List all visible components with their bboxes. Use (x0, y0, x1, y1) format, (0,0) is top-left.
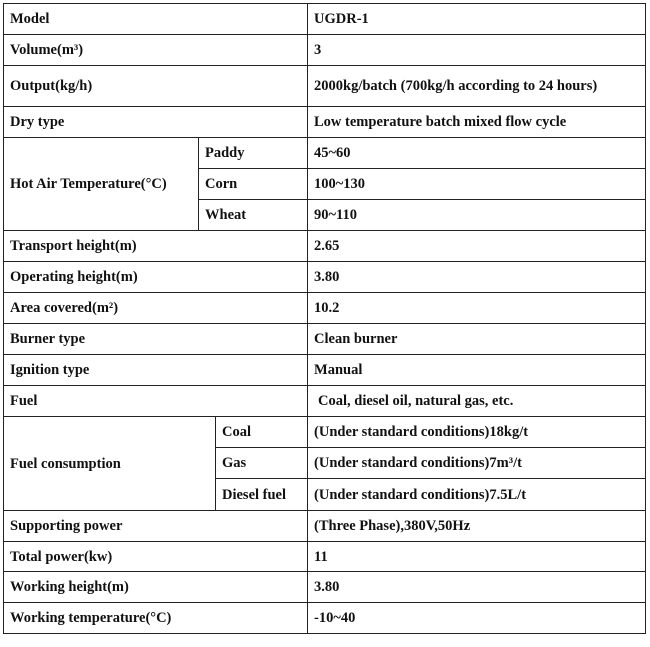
value-output: 2000kg/batch (700kg/h according to 24 hours) (308, 66, 646, 107)
value-dry-type: Low temperature batch mixed flow cycle (308, 107, 646, 138)
row-fuel (4, 386, 646, 417)
label-fuel: Fuel (4, 386, 308, 417)
value-operating-height: 3.80 (308, 262, 646, 293)
label-volume: Volume(m³) (4, 35, 308, 66)
label-model: Model (4, 4, 308, 35)
label-hot-air-temperature: Hot Air Temperature(°C) (4, 138, 199, 231)
spec-table-container (3, 3, 646, 634)
sub-label-diesel-fuel: Diesel fuel (216, 479, 308, 511)
sub-label-paddy: Paddy (199, 138, 308, 169)
value-diesel-fuel: (Under standard conditions)7.5L/t (308, 479, 646, 511)
sub-label-corn: Corn (199, 169, 308, 200)
row-output (4, 66, 646, 107)
label-fuel-consumption: Fuel consumption (4, 417, 216, 511)
label-transport-height: Transport height(m) (4, 231, 308, 262)
value-gas: (Under standard conditions)7m³/t (308, 448, 646, 479)
value-volume: 3 (308, 35, 646, 66)
value-transport-height: 2.65 (308, 231, 646, 262)
value-coal: (Under standard conditions)18kg/t (308, 417, 646, 448)
sub-label-wheat: Wheat (199, 200, 308, 231)
value-wheat: 90~110 (308, 200, 646, 231)
label-output: Output(kg/h) (4, 66, 308, 107)
label-working-height: Working height(m) (4, 572, 308, 603)
label-working-temperature: Working temperature(°C) (4, 603, 308, 634)
row-ignition-type (4, 355, 646, 386)
row-working-height (4, 572, 646, 603)
sub-label-gas: Gas (216, 448, 308, 479)
value-supporting-power: (Three Phase),380V,50Hz (308, 511, 646, 542)
sub-label-coal: Coal (216, 417, 308, 448)
row-working-temperature (4, 603, 646, 634)
value-burner-type: Clean burner (308, 324, 646, 355)
row-burner-type (4, 324, 646, 355)
row-dry-type (4, 107, 646, 138)
row-operating-height (4, 262, 646, 293)
row-fuel-coal (4, 417, 646, 448)
value-total-power: 11 (308, 542, 646, 572)
label-total-power: Total power(kw) (4, 542, 308, 572)
row-area-covered (4, 293, 646, 324)
row-volume (4, 35, 646, 66)
value-fuel: Coal, diesel oil, natural gas, etc. (308, 386, 646, 417)
specification-table (3, 3, 646, 634)
row-transport-height (4, 231, 646, 262)
label-supporting-power: Supporting power (4, 511, 308, 542)
value-paddy: 45~60 (308, 138, 646, 169)
value-ignition-type: Manual (308, 355, 646, 386)
value-area-covered: 10.2 (308, 293, 646, 324)
value-model: UGDR-1 (308, 4, 646, 35)
row-model (4, 4, 646, 35)
value-working-temperature: -10~40 (308, 603, 646, 634)
label-area-covered: Area covered(m²) (4, 293, 308, 324)
label-operating-height: Operating height(m) (4, 262, 308, 293)
label-ignition-type: Ignition type (4, 355, 308, 386)
row-total-power (4, 542, 646, 572)
label-burner-type: Burner type (4, 324, 308, 355)
value-corn: 100~130 (308, 169, 646, 200)
row-supporting-power (4, 511, 646, 542)
label-dry-type: Dry type (4, 107, 308, 138)
row-hot-air-paddy (4, 138, 646, 169)
value-working-height: 3.80 (308, 572, 646, 603)
